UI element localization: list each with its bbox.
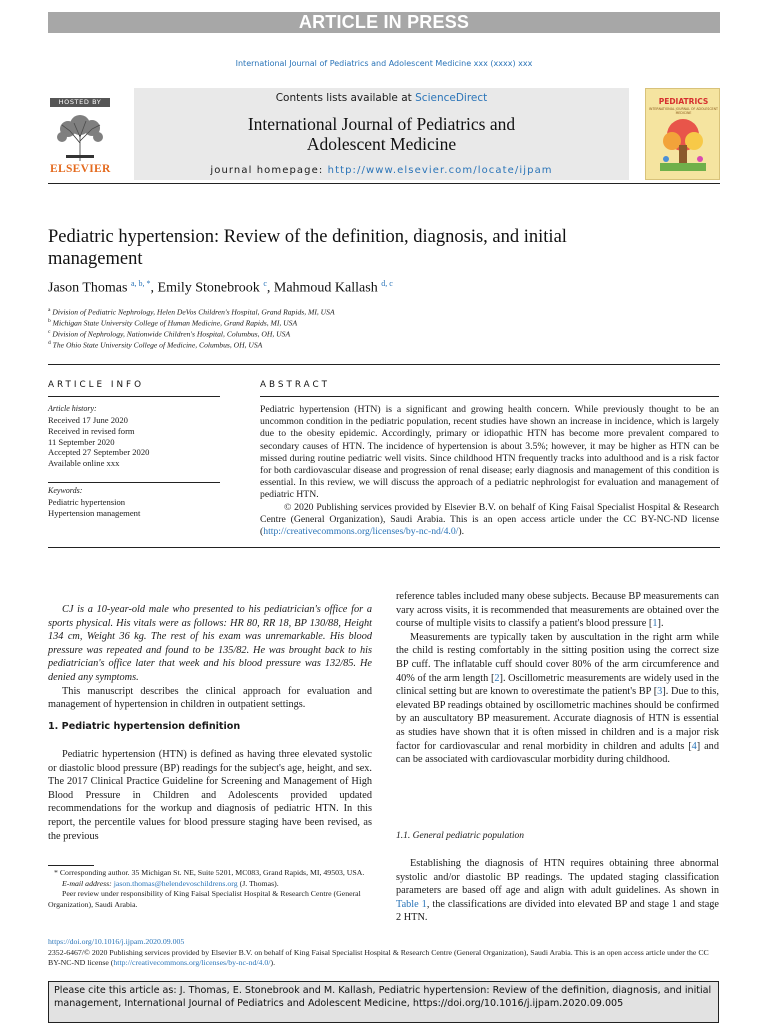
subsection-1-1-heading: 1.1. General pediatric population [396,831,524,841]
header-rule [48,183,720,184]
table-1-link[interactable]: Table 1 [396,898,427,910]
keywords-label: Keywords: [48,486,83,495]
footnote-rule [48,865,94,866]
elsevier-logo-text: ELSEVIER [50,163,111,175]
homepage-label: journal homepage: [210,165,328,176]
email-suffix: (J. Thomas). [237,878,279,888]
author-affiliation-marker[interactable]: c [263,279,267,288]
paragraph-text: ] and can be associated with cardiovascular morbidity during childhood. [396,740,719,766]
affiliation [48,338,728,351]
right-paragraph-1 [396,590,719,631]
right-column [396,590,719,767]
keyword: Pediatric hypertension [48,497,126,507]
abstract-rule [260,396,719,397]
intro-paragraph: This manuscript describes the clinical approach for evaluation and management of hypertension in children in outpatient settings. [48,685,372,711]
author-affiliation-marker[interactable]: a, b, * [130,279,151,288]
cover-title: PEDIATRICS [658,97,709,106]
copyright-text: © 2020 Publishing services provided by Elsevier B.V. on behalf of King Faisal Specialist Hospital & Research Centre (General Organization), Saudi Arabia. This is an open access article under the CC BY-NC-ND license ( [260,501,719,538]
corresponding-author-note: * Corresponding author. 35 Michigan St. NE, Suite 5201, MC083, Grand Rapids, MI, 49503, USA. [54,868,365,877]
paragraph-text: Establishing the diagnosis of HTN requires obtaining three abnormal systolic and/or diastolic BP readings. The updated staging classification parameters are based off age and align with adult guidelines. As shown in [396,858,719,897]
paragraph-text: Measurements are typically taken by auscultation in the right arm while the child is resting comfortably in the sitting position using the correct size BP cuff. The inflatable cuff should cover 80% of the arm circumference and 40% of the arm length [ [396,631,719,684]
author-name[interactable]: Jason Thomas [48,280,128,296]
email-label: E-mail address: [62,878,114,888]
journal-title-line1: International Journal of Pediatrics and [247,114,516,134]
section-1-paragraph: Pediatric hypertension (HTN) is defined as having three elevated systolic or diastolic blood pressure (BP) readings for the subject's age, height, and sex. The 2017 Clinical Practice Guideline for Screening and Management of High Blood Pressure in Children and Adolescents provided updated recommendations for the workup and diagnosis of pediatric HTN. In this report, the percentile values for blood pressure staging have been revised, as the previous [48,749,372,842]
reference-link[interactable]: 1 [652,618,658,630]
journal-title-line2: Adolescent Medicine [306,134,457,154]
affiliation-marker: b [48,318,51,324]
journal-cover-image [645,88,720,180]
contents-prefix: Contents lists available at [275,92,416,104]
affiliation-marker: d [48,340,51,346]
history-entry: Received 17 June 2020 [48,415,128,425]
affiliation-marker: c [48,329,51,335]
article-history-label: Article history: [48,404,97,413]
author-name[interactable]: Emily Stonebrook [157,280,260,296]
author-name[interactable]: Mahmoud Kallash [273,280,378,296]
bottom-info [48,937,720,969]
hosted-by-label: HOSTED BY [50,98,110,107]
issn-text: 2352-6467/© 2020 Publishing services provided by Elsevier B.V. on behalf of King Faisal Specialist Hospital & Research Centre (General Organization), Saudi Arabia. This is an open access article under the CC BY-NC-ND license ( [48,947,709,968]
paragraph-text: reference tables included many obese subjects. Because BP measurements can vary across visits, it is recommended that measurements are obtained over the course of multiple visits to classify a patient's blood pressure [ [396,591,719,630]
history-entry: Available online xxx [48,458,120,469]
please-cite-box: Please cite this article as: J. Thomas, E. Stonebrook and M. Kallash, Pediatric hypertension: Review of the definition, diagnosis, and initial management, International Journal of Pediatrics and Adolescent Medicine, https://doi.org/10.1016/j.ijpam.2020.09.005 [48,981,719,1023]
keyword-list [48,497,220,519]
elsevier-tree-logo [52,109,108,163]
keyword: Hypertension management [48,507,141,518]
case-paragraph: CJ is a 10-year-old male who presented to his pediatrician's office for a sports physical. His vitals were as follows: HR 80, RR 18, BP 130/88, Height 134 cm, Weight 36 kg. The rest of his exam was unremarkable. His blood pressure was repeated and found to be 135/82. He was brought back to his pediatrician's office later that week and his blood pressure was 132/85. He denied any symptoms. [48,604,372,683]
abstract-copyright [260,502,719,539]
affiliation-text: The Ohio State University College of Medicine, Columbus, OH, USA [52,340,263,350]
paragraph-text: , the classifications are divided into elevated BP and stage 1 and stage 2 HTN. [396,898,719,924]
abstract-bottom-rule [48,547,720,548]
copyright-end: ). [458,526,465,538]
homepage-link[interactable]: http://www.elsevier.com/locate/ijpam [327,165,553,176]
issn-line [48,948,720,969]
keywords-rule [48,482,220,483]
history-entry: Accepted 27 September 2020 [48,447,150,458]
reference-link[interactable]: 2 [494,672,500,684]
email-link[interactable]: jason.thomas@helendevoschildrens.org [113,878,238,888]
affiliation-text: Michigan State University College of Human Medicine, Grand Rapids, MI, USA [52,318,298,328]
license-link[interactable]: http://creativecommons.org/licenses/by-nc-nd/4.0/ [113,958,271,968]
contents-available-line [134,92,629,104]
journal-homepage-line [134,165,629,176]
reference-link[interactable]: 3 [657,686,663,698]
issn-end: ). [270,958,276,968]
peer-review-note: Peer review under responsibility of King Faisal Specialist Hospital & Research Centre (General Organization), Saudi Arabia. [48,889,361,909]
left-column [48,603,372,712]
paragraph-text: ]. [657,618,664,630]
article-info-heading: ARTICLE INFO [48,380,145,390]
section-1-heading: 1. Pediatric hypertension definition [48,721,241,732]
license-link[interactable]: http://creativecommons.org/licenses/by-nc-nd/4.0/ [263,526,459,538]
journal-title [134,114,629,154]
article-title-line2: management [48,249,143,269]
article-title-line1: Pediatric hypertension: Review of the definition, diagnosis, and initial [48,227,567,247]
article-info-rule [48,396,220,397]
paragraph-text: ]. Due to this, elevated BP readings obtained by oscillometric machines should be confirmed by an auscultatory BP measurement. Accurate diagnosis of HTN is essential as studies have shown that it is often missed in children and is a major risk factor for cardiovascular and renal morbidity in children and adults [ [396,686,720,752]
cover-subtitle: INTERNATIONAL JOURNAL OF ADOLESCENT MEDICINE [649,107,718,115]
email-note [48,879,372,890]
right-paragraph-2 [396,631,719,767]
abstract-paragraph: Pediatric hypertension (HTN) is a significant and growing health concern. While previously thought to be an uncommon condition in the pediatric population, recent studies have shown an increase in incidence, which is largely due to the obesity epidemic. Accordingly, primary or idiopathic HTN has become more prevalent compared to secondary causes of HTN. The incidence of hypertension is about 3.5%; however, it may be higher as HTN can be missed during routine pediatric well visits. Since childhood HTN frequently tracks into adulthood and is a risk factor for both cardiovascular disease and progression of renal disease; early diagnosis and management of this condition is essential. In this review, we will discuss the approach of a pediatric nephrologist for evaluation and management of pediatric HTN. [260,404,719,501]
abstract-heading: ABSTRACT [260,380,330,390]
right-paragraph-3 [396,857,719,925]
cover-illustration [654,115,712,175]
author-affiliation-marker[interactable]: d, c [381,279,393,288]
affiliation-marker: a [48,307,51,313]
footnotes [48,868,372,910]
paragraph-text: ]. Oscillometric measurements are widely used in the clinical setting but are known to overestimate the patient's BP [ [396,672,720,698]
journal-citation-line[interactable]: International Journal of Pediatrics and Adolescent Medicine xxx (xxxx) xxx [235,59,533,68]
reference-link[interactable]: 4 [691,740,697,752]
history-entry: Received in revised form [48,425,135,436]
article-title [48,226,688,270]
affiliation-rule [48,364,720,365]
affiliation-text: Division of Nephrology, Nationwide Children's Hospital, Columbus, OH, USA [52,329,291,339]
affiliation-text: Division of Pediatric Nephrology, Helen DeVos Children's Hospital, Grand Rapids, MI, USA [52,307,335,317]
author-list: Jason Thomas $^{a, b, *}$, Emily Stonebrook $^c$, Mahmoud Kallash $^{d, c}$ [48,279,393,296]
article-history-list [48,415,220,469]
history-entry: 11 September 2020 [48,436,115,447]
sciencedirect-link[interactable]: ScienceDirect [415,92,488,104]
doi-link[interactable]: https://doi.org/10.1016/j.ijpam.2020.09.005 [48,937,185,946]
article-in-press-banner: ARTICLE IN PRESS [48,12,720,33]
abstract-body [260,404,719,538]
